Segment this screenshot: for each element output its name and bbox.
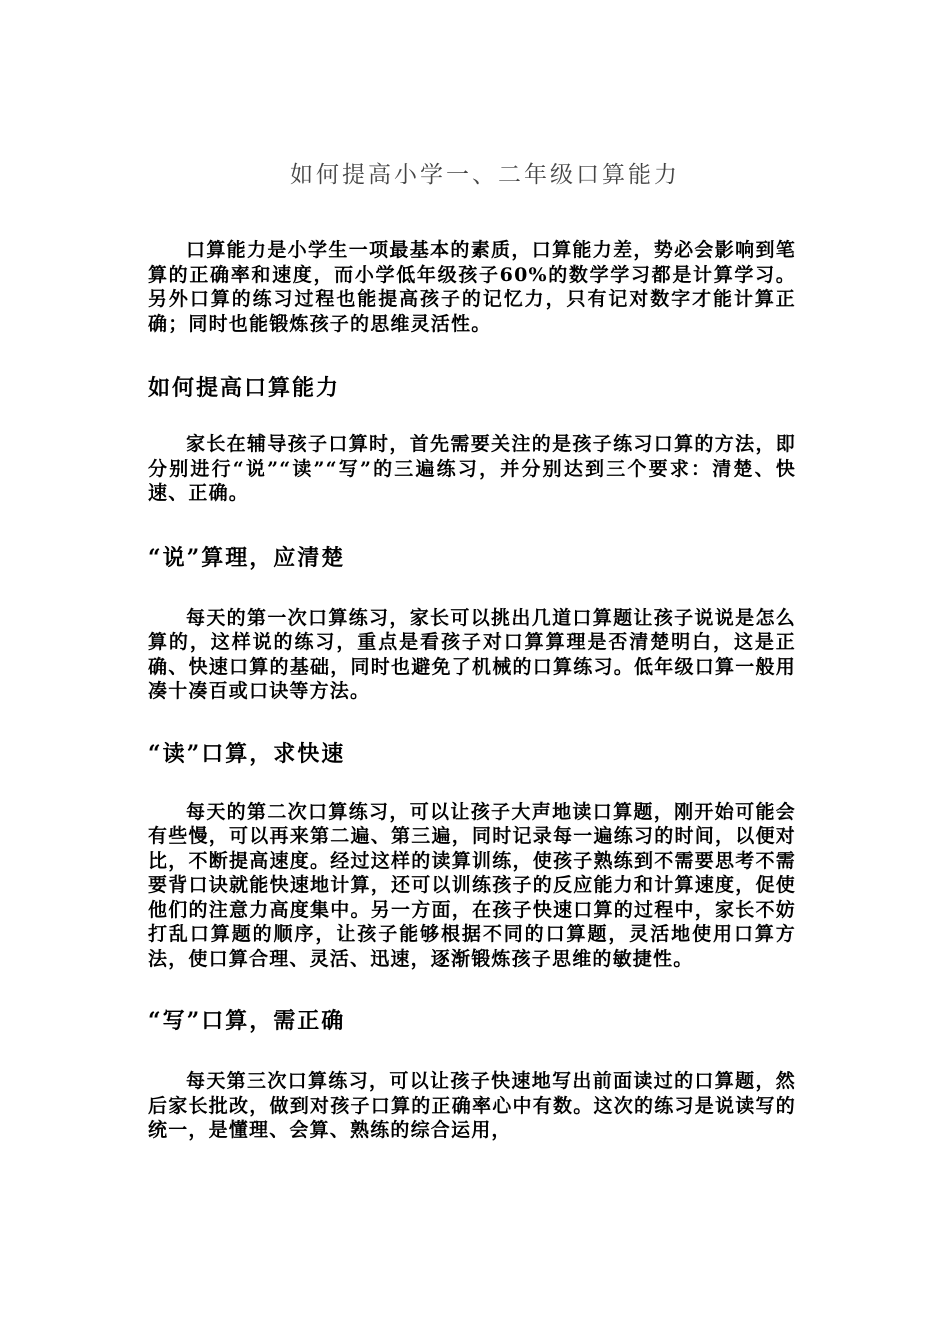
document-body [148, 238, 796, 1143]
read-paragraph: 每天的第二次口算练习，可以让孩子大声地读口算题，刚开始可能会有些慢，可以再来第二遍、第三遍，同时记录每一遍练习的时间，以便对比，不断提高速度。经过这样的读算训练，使孩子熟练到不需要思考不需要背口诀就能快速地计算，还可以训练孩子的反应能力和计算速度，促使他们的注意力高度集中。另一方面，在孩子快速口算的过程中，家长不妨打乱口算题的顺序，让孩子能够根据不同的口算题，灵活地使用口算方法，使口算合理、灵活、迅速，逐渐锻炼孩子思维的敏捷性。 [148, 800, 796, 970]
method-paragraph: 家长在辅导孩子口算时，首先需要关注的是孩子练习口算的方法，即分别进行“说”“读”“写”的三遍练习，并分别达到三个要求：清楚、快速、正确。 [148, 433, 796, 504]
section-heading-speak: “说”算理，应清楚 [148, 544, 346, 571]
section-heading-write: “写”口算，需正确 [148, 1008, 346, 1034]
write-paragraph: 每天第三次口算练习，可以让孩子快速地写出前面读过的口算题，然后家长批改，做到对孩子口算的正确率心中有数。这次的练习是说读写的统一，是懂理、会算、熟练的综合运用， [148, 1070, 796, 1141]
document-title: 如何提高小学一、二年级口算能力 [290, 162, 680, 188]
speak-paragraph: 每天的第一次口算练习，家长可以挑出几道口算题让孩子说说是怎么算的，这样说的练习，重点是看孩子对口算算理是否清楚明白，这是正确、快速口算的基础，同时也避免了机械的口算练习。低年级口算一般用凑十凑百或口诀等方法。 [148, 606, 796, 702]
section-heading-read: “读”口算，求快速 [148, 740, 346, 767]
intro-paragraph: 口算能力是小学生一项最基本的素质，口算能力差，势必会影响到笔算的正确率和速度，而小学低年级孩子60%的数学学习都是计算学习。另外口算的练习过程也能提高孩子的记忆力，只有记对数字才能计算正确；同时也能锻炼孩子的思维灵活性。 [148, 239, 796, 335]
section-heading-how-to-improve: 如何提高口算能力 [148, 375, 341, 401]
